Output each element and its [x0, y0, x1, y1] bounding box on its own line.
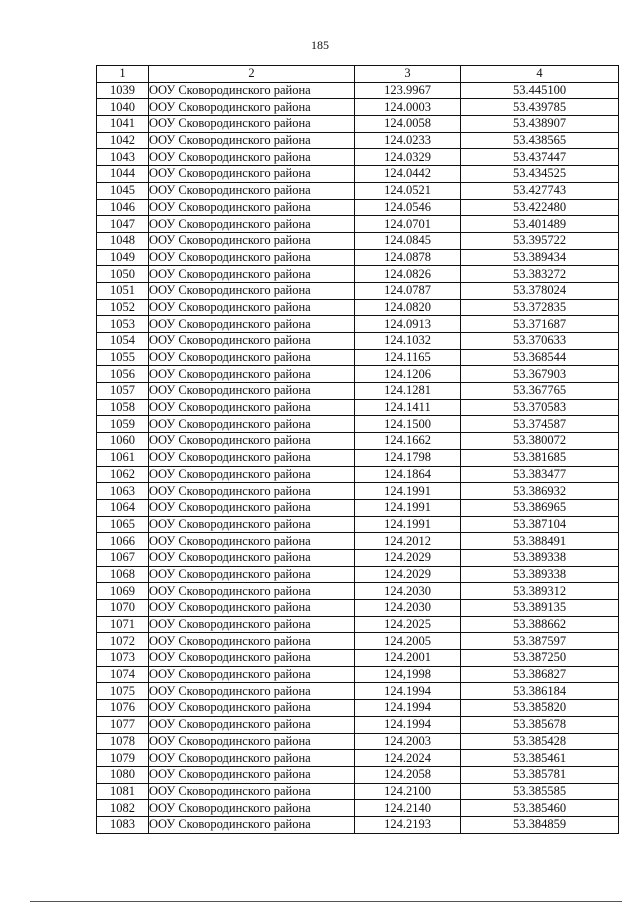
table-row — [97, 349, 619, 366]
row-number-cell: 1079 — [97, 750, 149, 767]
longitude-cell: 124.2024 — [355, 750, 461, 767]
table-row — [97, 800, 619, 817]
table-row — [97, 366, 619, 383]
latitude-cell: 53.372835 — [461, 299, 619, 316]
row-number-cell: 1039 — [97, 82, 149, 99]
owner-cell: ООУ Сковородинского района — [149, 282, 355, 299]
owner-cell: ООУ Сковородинского района — [149, 449, 355, 466]
row-number-cell: 1049 — [97, 249, 149, 266]
latitude-cell: 53.389338 — [461, 566, 619, 583]
longitude-cell: 124.0826 — [355, 266, 461, 283]
owner-cell: ООУ Сковородинского района — [149, 650, 355, 667]
row-number-cell: 1069 — [97, 583, 149, 600]
owner-cell: ООУ Сковородинского района — [149, 366, 355, 383]
owner-cell: ООУ Сковородинского района — [149, 82, 355, 99]
row-number-cell: 1047 — [97, 216, 149, 233]
table-row — [97, 316, 619, 333]
row-number-cell: 1041 — [97, 116, 149, 133]
longitude-cell: 124.0329 — [355, 149, 461, 166]
latitude-cell: 53.387104 — [461, 516, 619, 533]
row-number-cell: 1063 — [97, 483, 149, 500]
latitude-cell: 53.385428 — [461, 733, 619, 750]
latitude-cell: 53.439785 — [461, 99, 619, 116]
longitude-cell: 124.2012 — [355, 533, 461, 550]
longitude-cell: 124.0878 — [355, 249, 461, 266]
longitude-cell: 124.1991 — [355, 483, 461, 500]
latitude-cell: 53.385461 — [461, 750, 619, 767]
owner-cell: ООУ Сковородинского района — [149, 149, 355, 166]
row-number-cell: 1053 — [97, 316, 149, 333]
table-row — [97, 433, 619, 450]
longitude-cell: 124.0233 — [355, 132, 461, 149]
longitude-cell: 124.0787 — [355, 282, 461, 299]
owner-cell: ООУ Сковородинского района — [149, 499, 355, 516]
latitude-cell: 53.438565 — [461, 132, 619, 149]
row-number-cell: 1061 — [97, 449, 149, 466]
latitude-cell: 53.434525 — [461, 166, 619, 183]
row-number-cell: 1072 — [97, 633, 149, 650]
table-row — [97, 282, 619, 299]
table-row — [97, 132, 619, 149]
row-number-cell: 1075 — [97, 683, 149, 700]
row-number-cell: 1052 — [97, 299, 149, 316]
column-header: 4 — [461, 66, 619, 83]
longitude-cell: 124.1864 — [355, 466, 461, 483]
owner-cell: ООУ Сковородинского района — [149, 232, 355, 249]
latitude-cell: 53.422480 — [461, 199, 619, 216]
longitude-cell: 124.1994 — [355, 683, 461, 700]
row-number-cell: 1046 — [97, 199, 149, 216]
latitude-cell: 53.383272 — [461, 266, 619, 283]
latitude-cell: 53.389135 — [461, 600, 619, 617]
table-row — [97, 633, 619, 650]
row-number-cell: 1074 — [97, 666, 149, 683]
table-row — [97, 766, 619, 783]
latitude-cell: 53.368544 — [461, 349, 619, 366]
table-row — [97, 116, 619, 133]
row-number-cell: 1068 — [97, 566, 149, 583]
row-number-cell: 1081 — [97, 783, 149, 800]
row-number-cell: 1080 — [97, 766, 149, 783]
latitude-cell: 53.370583 — [461, 399, 619, 416]
owner-cell: ООУ Сковородинского района — [149, 316, 355, 333]
row-number-cell: 1058 — [97, 399, 149, 416]
longitude-cell: 124.1032 — [355, 333, 461, 350]
row-number-cell: 1070 — [97, 600, 149, 617]
longitude-cell: 124.1662 — [355, 433, 461, 450]
longitude-cell: 124.1281 — [355, 383, 461, 400]
longitude-cell: 124.2029 — [355, 566, 461, 583]
owner-cell: ООУ Сковородинского района — [149, 333, 355, 350]
table-row — [97, 216, 619, 233]
row-number-cell: 1042 — [97, 132, 149, 149]
longitude-cell: 124.0003 — [355, 99, 461, 116]
longitude-cell: 124.0546 — [355, 199, 461, 216]
row-number-cell: 1078 — [97, 733, 149, 750]
longitude-cell: 124.2030 — [355, 600, 461, 617]
table-row — [97, 383, 619, 400]
table-row — [97, 466, 619, 483]
latitude-cell: 53.384859 — [461, 816, 619, 833]
longitude-cell: 124,1998 — [355, 666, 461, 683]
longitude-cell: 124.2140 — [355, 800, 461, 817]
latitude-cell: 53.386965 — [461, 499, 619, 516]
latitude-cell: 53.370633 — [461, 333, 619, 350]
owner-cell: ООУ Сковородинского района — [149, 399, 355, 416]
longitude-cell: 124.1411 — [355, 399, 461, 416]
longitude-cell: 124.0701 — [355, 216, 461, 233]
longitude-cell: 124.0820 — [355, 299, 461, 316]
row-number-cell: 1040 — [97, 99, 149, 116]
table-row — [97, 166, 619, 183]
owner-cell: ООУ Сковородинского района — [149, 266, 355, 283]
table-body — [97, 82, 619, 833]
owner-cell: ООУ Сковородинского района — [149, 466, 355, 483]
latitude-cell: 53.378024 — [461, 282, 619, 299]
table-row — [97, 232, 619, 249]
table-row — [97, 783, 619, 800]
row-number-cell: 1056 — [97, 366, 149, 383]
latitude-cell: 53.371687 — [461, 316, 619, 333]
table-row — [97, 750, 619, 767]
owner-cell: ООУ Сковородинского района — [149, 299, 355, 316]
owner-cell: ООУ Сковородинского района — [149, 199, 355, 216]
latitude-cell: 53.383477 — [461, 466, 619, 483]
table-row — [97, 182, 619, 199]
latitude-cell: 53.385820 — [461, 700, 619, 717]
row-number-cell: 1065 — [97, 516, 149, 533]
latitude-cell: 53.387250 — [461, 650, 619, 667]
row-number-cell: 1067 — [97, 549, 149, 566]
longitude-cell: 124.0521 — [355, 182, 461, 199]
row-number-cell: 1048 — [97, 232, 149, 249]
table-row — [97, 600, 619, 617]
longitude-cell: 124.2029 — [355, 549, 461, 566]
owner-cell: ООУ Сковородинского района — [149, 816, 355, 833]
row-number-cell: 1083 — [97, 816, 149, 833]
latitude-cell: 53.388662 — [461, 616, 619, 633]
table-row — [97, 266, 619, 283]
owner-cell: ООУ Сковородинского района — [149, 516, 355, 533]
row-number-cell: 1066 — [97, 533, 149, 550]
longitude-cell: 124.1798 — [355, 449, 461, 466]
row-number-cell: 1071 — [97, 616, 149, 633]
latitude-cell: 53.385781 — [461, 766, 619, 783]
longitude-cell: 124.2003 — [355, 733, 461, 750]
owner-cell: ООУ Сковородинского района — [149, 716, 355, 733]
owner-cell: ООУ Сковородинского района — [149, 683, 355, 700]
owner-cell: ООУ Сковородинского района — [149, 666, 355, 683]
latitude-cell: 53.395722 — [461, 232, 619, 249]
table-row — [97, 816, 619, 833]
row-number-cell: 1073 — [97, 650, 149, 667]
table-row — [97, 333, 619, 350]
owner-cell: ООУ Сковородинского района — [149, 600, 355, 617]
owner-cell: ООУ Сковородинского района — [149, 583, 355, 600]
longitude-cell: 123.9967 — [355, 82, 461, 99]
row-number-cell: 1077 — [97, 716, 149, 733]
row-number-cell: 1076 — [97, 700, 149, 717]
owner-cell: ООУ Сковородинского района — [149, 700, 355, 717]
latitude-cell: 53.437447 — [461, 149, 619, 166]
row-number-cell: 1060 — [97, 433, 149, 450]
table-row — [97, 416, 619, 433]
owner-cell: ООУ Сковородинского района — [149, 116, 355, 133]
latitude-cell: 53.386827 — [461, 666, 619, 683]
owner-cell: ООУ Сковородинского района — [149, 733, 355, 750]
table-row — [97, 683, 619, 700]
owner-cell: ООУ Сковородинского района — [149, 416, 355, 433]
owner-cell: ООУ Сковородинского района — [149, 383, 355, 400]
owner-cell: ООУ Сковородинского района — [149, 433, 355, 450]
row-number-cell: 1044 — [97, 166, 149, 183]
owner-cell: ООУ Сковородинского района — [149, 566, 355, 583]
column-header: 2 — [149, 66, 355, 83]
row-number-cell: 1057 — [97, 383, 149, 400]
longitude-cell: 124.2001 — [355, 650, 461, 667]
page-bottom-rule — [30, 901, 622, 902]
table-row — [97, 533, 619, 550]
owner-cell: ООУ Сковородинского района — [149, 800, 355, 817]
latitude-cell: 53.367903 — [461, 366, 619, 383]
longitude-cell: 124.1991 — [355, 516, 461, 533]
owner-cell: ООУ Сковородинского района — [149, 783, 355, 800]
longitude-cell: 124.0913 — [355, 316, 461, 333]
latitude-cell: 53.385585 — [461, 783, 619, 800]
owner-cell: ООУ Сковородинского района — [149, 249, 355, 266]
row-number-cell: 1082 — [97, 800, 149, 817]
owner-cell: ООУ Сковородинского района — [149, 549, 355, 566]
longitude-cell: 124.1991 — [355, 499, 461, 516]
owner-cell: ООУ Сковородинского района — [149, 182, 355, 199]
table-row — [97, 149, 619, 166]
row-number-cell: 1050 — [97, 266, 149, 283]
latitude-cell: 53.401489 — [461, 216, 619, 233]
latitude-cell: 53.367765 — [461, 383, 619, 400]
longitude-cell: 124.0845 — [355, 232, 461, 249]
table-row — [97, 99, 619, 116]
table-row — [97, 700, 619, 717]
owner-cell: ООУ Сковородинского района — [149, 349, 355, 366]
longitude-cell: 124.2005 — [355, 633, 461, 650]
owner-cell: ООУ Сковородинского района — [149, 483, 355, 500]
longitude-cell: 124.1994 — [355, 716, 461, 733]
longitude-cell: 124.0442 — [355, 166, 461, 183]
latitude-cell: 53.389338 — [461, 549, 619, 566]
table-row — [97, 549, 619, 566]
row-number-cell: 1064 — [97, 499, 149, 516]
row-number-cell: 1051 — [97, 282, 149, 299]
row-number-cell: 1062 — [97, 466, 149, 483]
table-row — [97, 499, 619, 516]
longitude-cell: 124.1994 — [355, 700, 461, 717]
latitude-cell: 53.385678 — [461, 716, 619, 733]
latitude-cell: 53.374587 — [461, 416, 619, 433]
longitude-cell: 124.1500 — [355, 416, 461, 433]
table-row — [97, 516, 619, 533]
owner-cell: ООУ Сковородинского района — [149, 633, 355, 650]
owner-cell: ООУ Сковородинского района — [149, 750, 355, 767]
table-row — [97, 733, 619, 750]
latitude-cell: 53.445100 — [461, 82, 619, 99]
latitude-cell: 53.389434 — [461, 249, 619, 266]
owner-cell: ООУ Сковородинского района — [149, 132, 355, 149]
latitude-cell: 53.438907 — [461, 116, 619, 133]
owner-cell: ООУ Сковородинского района — [149, 533, 355, 550]
column-header: 1 — [97, 66, 149, 83]
row-number-cell: 1045 — [97, 182, 149, 199]
table-row — [97, 299, 619, 316]
longitude-cell: 124.2100 — [355, 783, 461, 800]
latitude-cell: 53.380072 — [461, 433, 619, 450]
latitude-cell: 53.386184 — [461, 683, 619, 700]
table-row — [97, 583, 619, 600]
longitude-cell: 124.2025 — [355, 616, 461, 633]
longitude-cell: 124.2030 — [355, 583, 461, 600]
longitude-cell: 124.2193 — [355, 816, 461, 833]
table-row — [97, 249, 619, 266]
longitude-cell: 124.1206 — [355, 366, 461, 383]
table-row — [97, 666, 619, 683]
table-row — [97, 616, 619, 633]
owner-cell: ООУ Сковородинского района — [149, 616, 355, 633]
latitude-cell: 53.427743 — [461, 182, 619, 199]
latitude-cell: 53.386932 — [461, 483, 619, 500]
owner-cell: ООУ Сковородинского района — [149, 216, 355, 233]
row-number-cell: 1054 — [97, 333, 149, 350]
row-number-cell: 1043 — [97, 149, 149, 166]
table-row — [97, 566, 619, 583]
longitude-cell: 124.2058 — [355, 766, 461, 783]
longitude-cell: 124.0058 — [355, 116, 461, 133]
owner-cell: ООУ Сковородинского района — [149, 166, 355, 183]
latitude-cell: 53.385460 — [461, 800, 619, 817]
table-header-row — [97, 66, 619, 83]
table-row — [97, 650, 619, 667]
table-row — [97, 483, 619, 500]
longitude-cell: 124.1165 — [355, 349, 461, 366]
table-row — [97, 449, 619, 466]
latitude-cell: 53.389312 — [461, 583, 619, 600]
row-number-cell: 1059 — [97, 416, 149, 433]
owner-cell: ООУ Сковородинского района — [149, 99, 355, 116]
coordinates-table — [96, 65, 619, 834]
column-header: 3 — [355, 66, 461, 83]
table-row — [97, 399, 619, 416]
table-row — [97, 716, 619, 733]
row-number-cell: 1055 — [97, 349, 149, 366]
owner-cell: ООУ Сковородинского района — [149, 766, 355, 783]
latitude-cell: 53.381685 — [461, 449, 619, 466]
latitude-cell: 53.387597 — [461, 633, 619, 650]
table-row — [97, 199, 619, 216]
table-row — [97, 82, 619, 99]
latitude-cell: 53.388491 — [461, 533, 619, 550]
page-number: 185 — [311, 38, 329, 52]
